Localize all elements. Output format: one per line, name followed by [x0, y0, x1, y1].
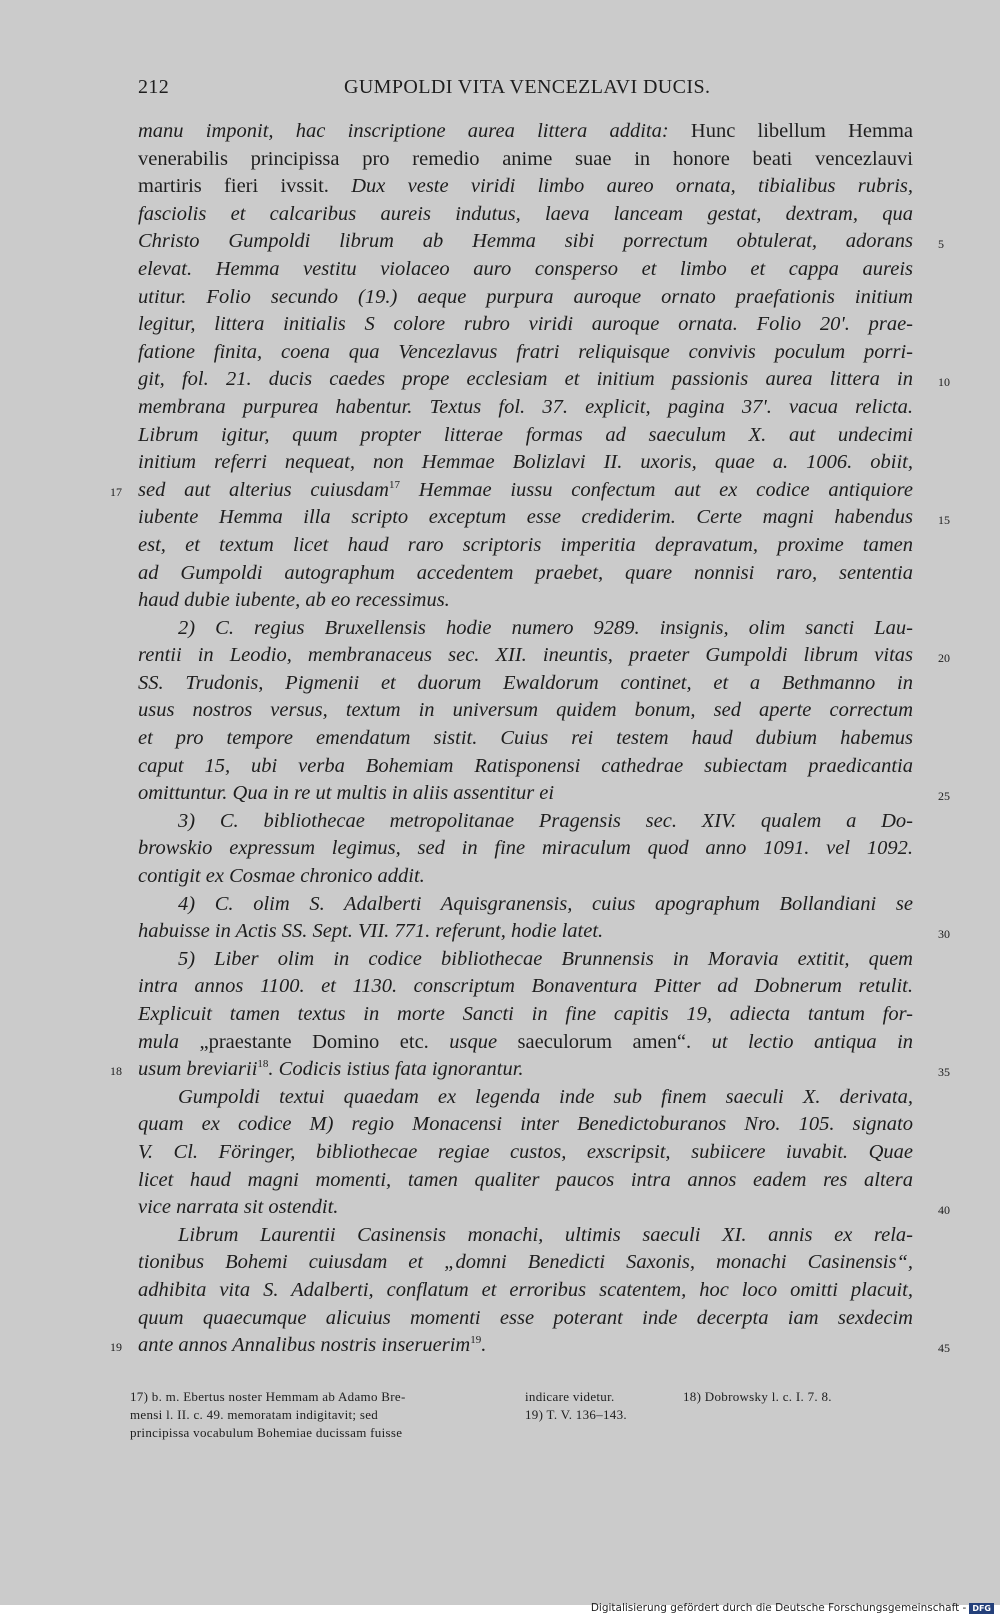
text-line [138, 256, 913, 284]
text-line [138, 1222, 913, 1250]
italic-text: rentii in Leodio, membranaceus sec. XII. ineuntis, praeter Gumpoldi librum vitas [138, 644, 913, 667]
footnote-line: principissa vocabulum Bohemiae ducissam fuisse [130, 1425, 403, 1440]
upright-text: Hunc libellum Hemma [690, 120, 914, 142]
text-line [138, 835, 913, 863]
italic-text: Explicuit tamen textus in morte Sancti in fine capitis 19, adiecta tantum for- [138, 1003, 913, 1025]
italic-text: manu imponit, hac inscriptione aurea littera addita: [138, 120, 691, 142]
italic-text: . [481, 1334, 487, 1357]
italic-text: 4) C. olim S. Adalberti Aquisgranensis, cuius apographum Bollandiani se [178, 892, 913, 915]
italic-text: iubente Hemma illa scripto exceptum esse crediderim. Certe magni habendus [138, 506, 913, 529]
footnote-ref: 19 [470, 1334, 482, 1347]
footnote-line: 17) b. m. Ebertus noster Hemmam ab Adamo Bre- [130, 1389, 406, 1404]
italic-text: Dux veste viridi limbo aureo ornata, tibialibus rubris, [328, 175, 913, 198]
upright-text: „praestante Domino etc. [199, 1030, 429, 1053]
italic-text: contigit ex Cosmae chronico addit. [138, 865, 425, 888]
italic-text: 2) C. regius Bruxellensis hodie numero 9289. insignis, olim sancti Lau- [178, 616, 913, 639]
footnote-column-1 [130, 1388, 510, 1442]
italic-text: ut lectio antiqua in [691, 1030, 914, 1053]
italic-text: fatione finita, coena qua Vencezlavus fratri reliquisque convivis poculum porri- [138, 340, 913, 363]
text-line [138, 1001, 913, 1029]
footnote-ref: 18 [257, 1058, 269, 1071]
footnote-ref: 17 [388, 478, 400, 491]
italic-text: intra annos 1100. et 1130. conscriptum Bonaventura Pitter ad Dobnerum retulit. [138, 975, 913, 998]
text-line [138, 1029, 913, 1057]
text-line [138, 891, 913, 919]
italic-text: licet haud magni momenti, tamen qualiter paucos intra annos eadem res altera [138, 1168, 913, 1191]
attribution-bar [591, 1601, 994, 1615]
italic-text: V. Cl. Föringer, bibliothecae regiae custos, exscripsit, subiicere iuvabit. Quae [138, 1140, 913, 1163]
text-line [138, 1111, 913, 1139]
italic-text: fasciolis et calcaribus aureis indutus, laeva lanceam gestat, dextram, qua [138, 202, 913, 225]
footnote-line: 19) T. V. 136–143. [525, 1407, 627, 1422]
text-line [138, 863, 913, 891]
italic-text: browskio expressum legimus, sed in fine miraculum quod anno 1091. vel 1092. [138, 837, 913, 860]
text-line [138, 532, 913, 560]
italic-text: git, fol. 21. ducis caedes prope ecclesiam et initium passionis aurea littera in [138, 368, 913, 391]
text-line [138, 311, 913, 339]
italic-text: quum quaecumque alicuius momenti esse poterant inde decerpta iam sexdecim [138, 1306, 913, 1329]
line-number: 40 [938, 1203, 950, 1218]
text-line [110, 1056, 950, 1084]
italic-text: ante annos Annalibus nostris inseruerim [138, 1334, 471, 1357]
italic-text: ad Gumpoldi autographum accedentem praebet, quare nonnisi raro, sententia [138, 561, 913, 584]
text-line [138, 946, 913, 974]
text-line [138, 339, 913, 367]
text-line [138, 725, 913, 753]
text-line [138, 697, 913, 725]
italic-text: est, et textum licet haud raro scriptoris imperitia depravatum, proxime tamen [138, 533, 913, 556]
italic-text: mula [138, 1030, 200, 1053]
text-line [138, 808, 913, 836]
italic-text: 3) C. bibliothecae metropolitanae Pragensis sec. XIV. qualem a Do- [178, 809, 913, 832]
text-line [138, 394, 913, 422]
footnote-column-2 [525, 1388, 675, 1424]
text-line [138, 422, 913, 450]
text-line [138, 504, 950, 532]
italic-text: elevat. Hemma vestitu violaceo auro consperso et limbo et cappa aureis [138, 257, 913, 280]
text-line [138, 1277, 913, 1305]
upright-text: saeculorum amen“. [517, 1030, 692, 1053]
text-line [138, 201, 913, 229]
footnote-marker: 19 [110, 1340, 122, 1355]
italic-text: Hemmae iussu confectum aut ex codice antiquiore [399, 478, 913, 501]
italic-text: haud dubie iubente, ab eo recessimus. [138, 589, 450, 612]
italic-text: Gumpoldi textui quaedam ex legenda inde sub finem saeculi X. derivata, [178, 1085, 913, 1108]
text-line [138, 228, 944, 256]
italic-text: legitur, littera initialis S colore rubro viridi auroque ornata. Folio 20'. prae- [138, 313, 913, 336]
text-line [138, 615, 913, 643]
text-line [110, 1332, 950, 1360]
line-number: 10 [938, 375, 950, 390]
text-line [138, 173, 913, 201]
text-line [138, 1167, 913, 1195]
footnote-marker: 18 [110, 1064, 122, 1079]
italic-text: utitur. Folio secundo (19.) aeque purpura auroque ornato praefationis initium [138, 285, 913, 308]
footnote-line: mensi l. II. c. 49. memoratam indigitavit; sed [130, 1407, 379, 1422]
italic-text: 5) Liber olim in codice bibliothecae Brunnensis in Moravia extitit, quem [178, 947, 913, 970]
italic-text: usque [428, 1030, 518, 1053]
text-line [138, 1084, 913, 1112]
text-line [138, 1194, 950, 1222]
italic-text: Librum Laurentii Casinensis monachi, ultimis saeculi XI. annis ex rela- [178, 1223, 913, 1246]
text-line [138, 449, 913, 477]
italic-text: usus nostros versus, textum in universum quidem bonum, sed aperte correctum [138, 699, 913, 722]
footnotes [130, 1388, 930, 1458]
italic-text: vice narrata sit ostendit. [138, 1196, 339, 1219]
italic-text: . Codicis istius fata ignorantur. [268, 1058, 524, 1081]
italic-text: omittuntur. Qua in re ut multis in aliis assentitur ei [138, 782, 555, 805]
text-line [138, 670, 913, 698]
text-line [138, 146, 913, 174]
text-line [138, 1249, 913, 1277]
line-number: 30 [938, 927, 950, 942]
italic-text: sed aut alterius cuiusdam [138, 478, 389, 501]
footnote-18: 18) Dobrowsky l. c. I. 7. 8. [683, 1389, 832, 1404]
italic-text: membrana purpurea habentur. Textus fol. 37. explicit, pagina 37'. vacua relicta. [138, 395, 913, 418]
running-title: GUMPOLDI VITA VENCEZLAVI DUCIS. [344, 76, 711, 98]
footnote-marker: 17 [110, 484, 122, 499]
text-line [138, 780, 950, 808]
upright-text: martiris fieri ivssit. [138, 175, 329, 198]
text-line [138, 284, 913, 312]
text-line [138, 753, 913, 781]
dfg-logo-icon: DFG [969, 1603, 994, 1614]
line-number: 45 [938, 1341, 950, 1356]
italic-text: adhibita vita S. Adalberti, conflatum et erroribus scatentem, hoc loco omitti placuit, [138, 1278, 913, 1301]
line-number: 35 [938, 1065, 950, 1080]
line-number: 25 [938, 789, 950, 804]
text-line [138, 1139, 913, 1167]
italic-text: quam ex codice M) regio Monacensi inter Benedictoburanos Nro. 105. signato [138, 1113, 913, 1136]
page-number: 212 [138, 76, 170, 98]
text-line [138, 642, 950, 670]
italic-text: caput 15, ubi verba Bohemiam Ratisponensi cathedrae subiectam praedicantia [138, 754, 913, 777]
footnote-line: indicare videtur. [525, 1389, 615, 1404]
text-line [138, 973, 913, 1001]
text-line [138, 560, 913, 588]
italic-text: SS. Trudonis, Pigmenii et duorum Ewaldorum continet, et a Bethmanno in [138, 671, 913, 694]
main-text [110, 118, 950, 1360]
italic-text: Librum igitur, quum propter litterae formas ad saeculum X. aut undecimi [138, 423, 913, 446]
line-number: 5 [938, 237, 944, 252]
text-line [138, 1305, 913, 1333]
italic-text: habuisse in Actis SS. Sept. VII. 771. referunt, hodie latet. [138, 920, 604, 943]
line-number: 15 [938, 513, 950, 528]
italic-text: usum breviarii [138, 1058, 258, 1081]
italic-text: initium referri nequeat, non Hemmae Bolizlavi II. uxoris, quae a. 1006. obiit, [138, 451, 913, 474]
italic-text: et pro tempore emendatum sistit. Cuius rei testem haud dubium habemus [138, 727, 913, 750]
text-line [110, 477, 913, 505]
text-line [138, 918, 950, 946]
text-line [138, 118, 913, 146]
attribution-text: Digitalisierung gefördert durch die Deutsche Forschungsgemeinschaft - [590, 1602, 967, 1614]
upright-text: venerabilis principissa pro remedio anime suae in honore beati vencezlauvi [138, 147, 913, 170]
text-line [138, 587, 913, 615]
italic-text: Christo Gumpoldi librum ab Hemma sibi porrectum obtulerat, adorans [138, 230, 913, 253]
page-header [138, 76, 913, 106]
line-number: 20 [938, 651, 950, 666]
text-line [138, 366, 950, 394]
italic-text: tionibus Bohemi cuiusdam et „domni Benedicti Saxonis, monachi Casinensis“, [138, 1251, 913, 1274]
